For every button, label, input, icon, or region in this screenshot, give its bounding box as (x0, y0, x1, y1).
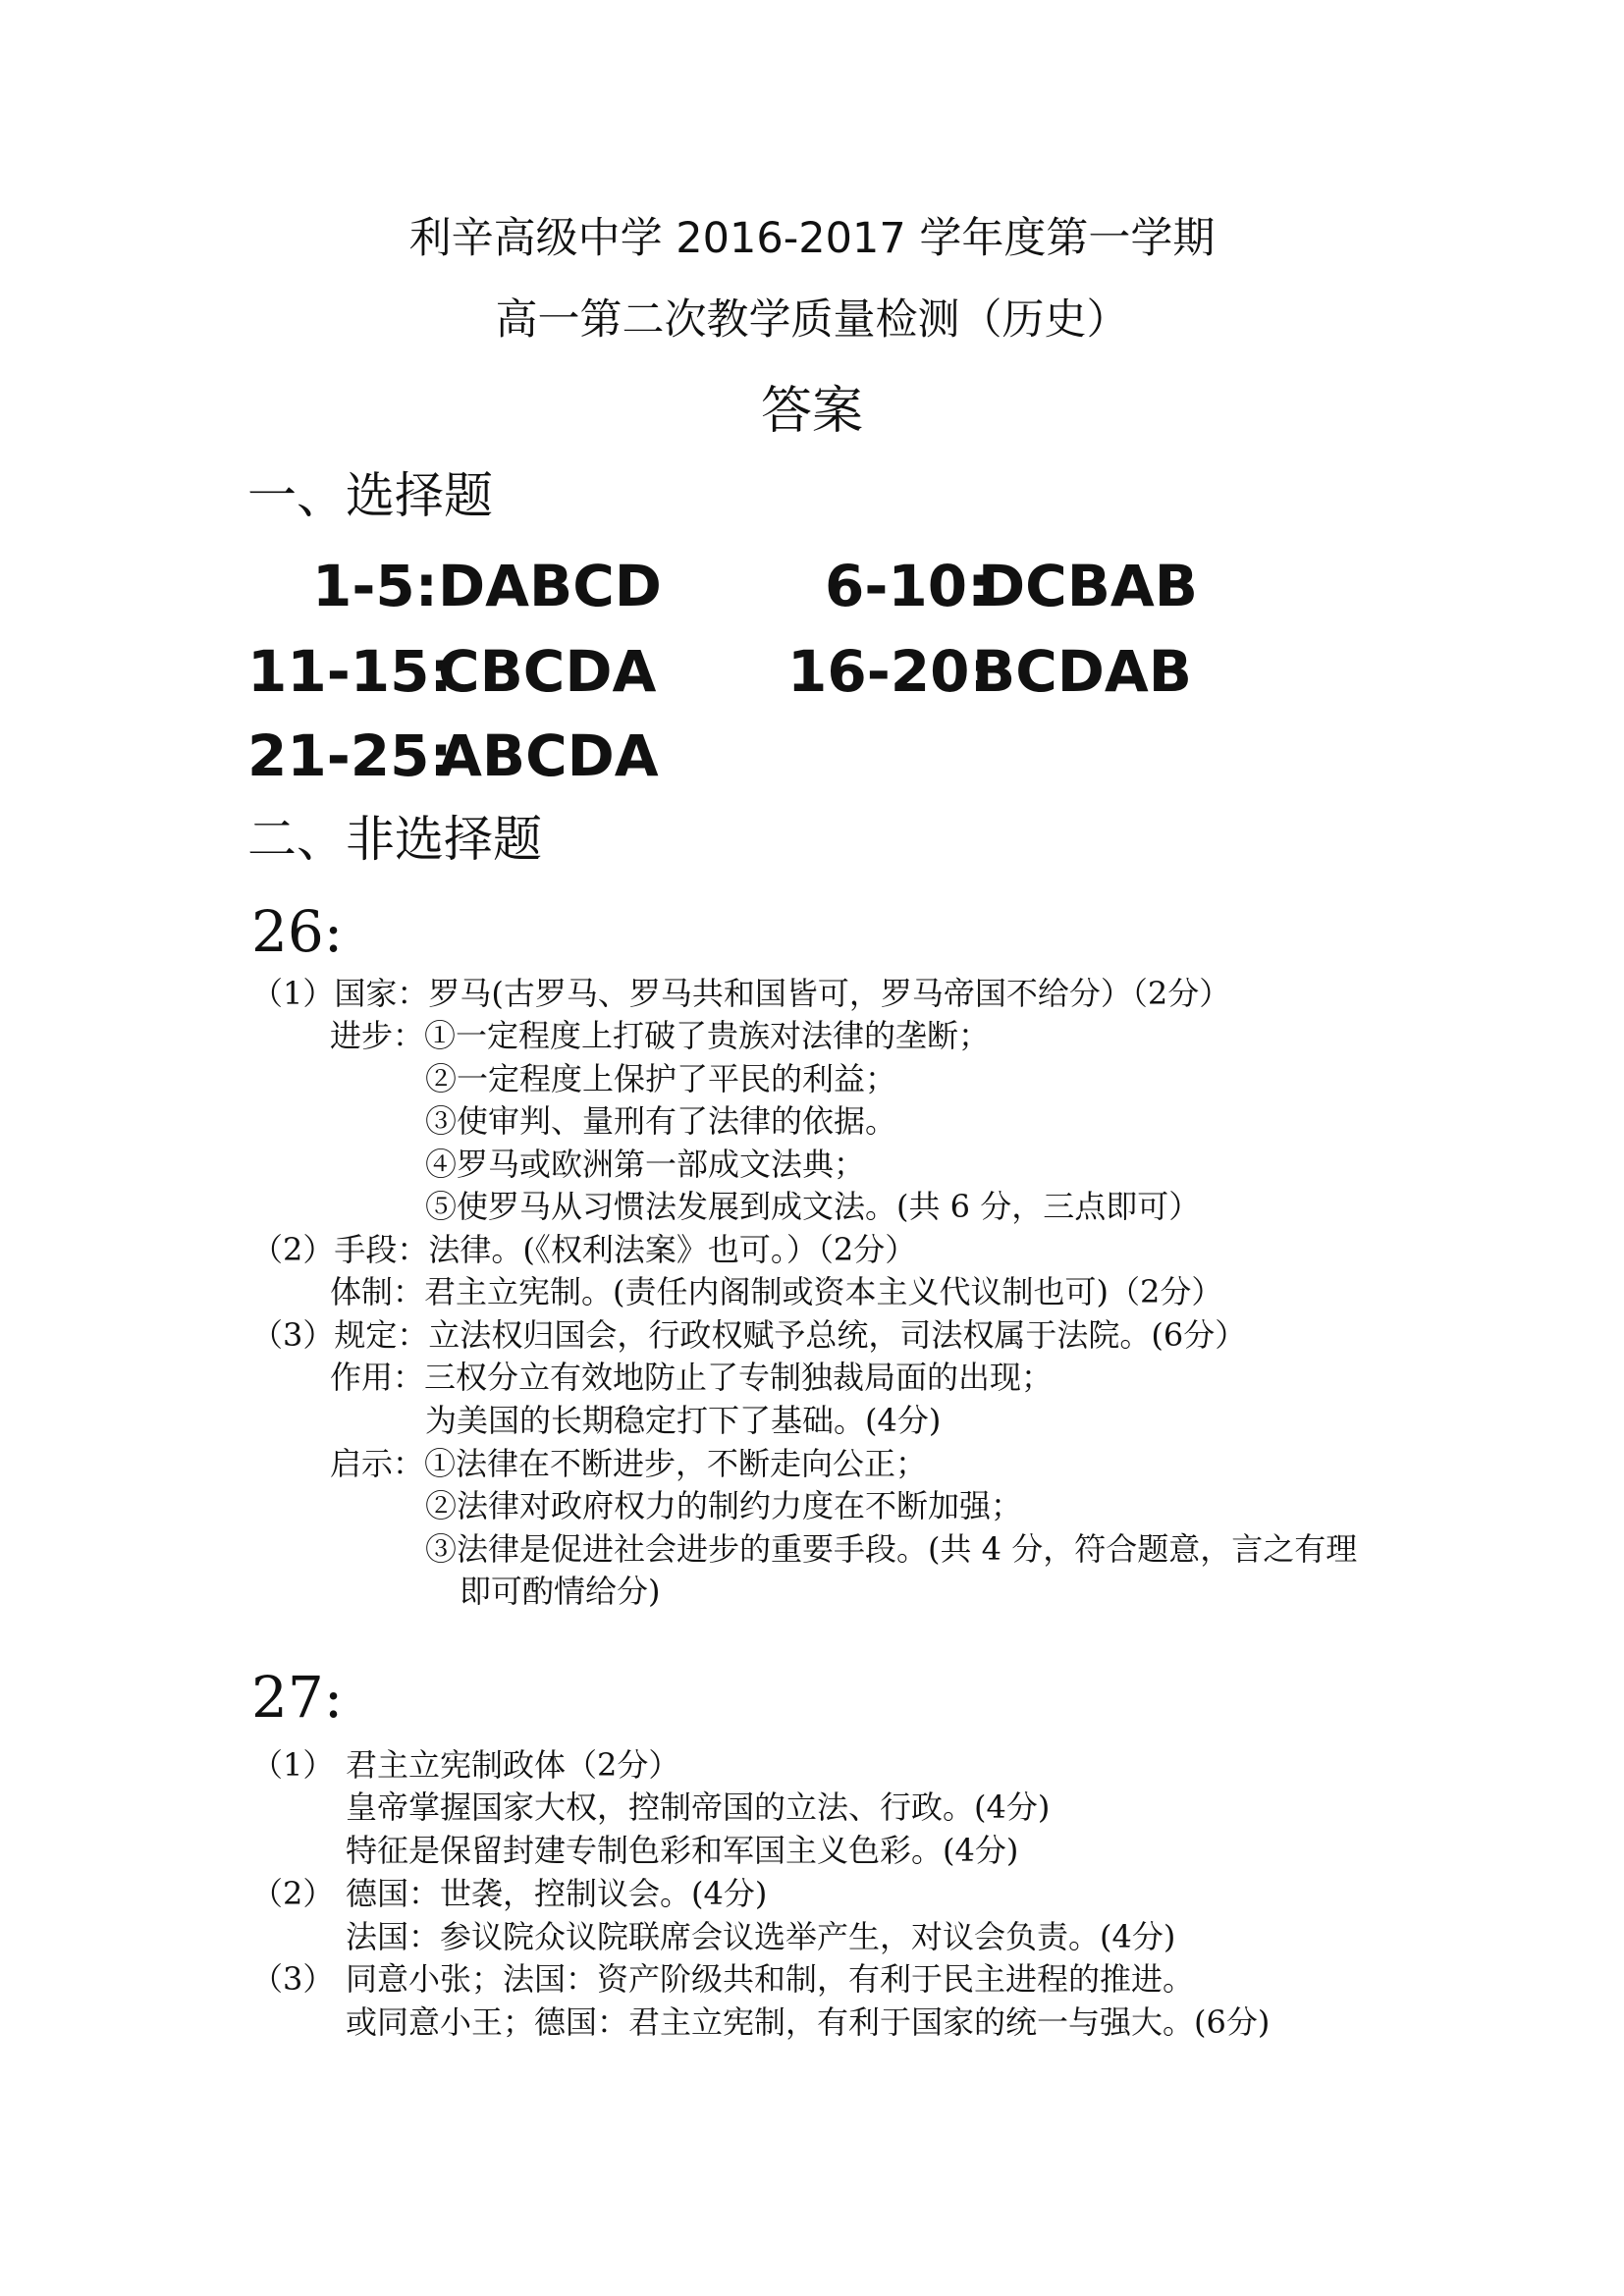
question-27-number: 27: (251, 1664, 344, 1731)
section-heading-multiple-choice: 一、选择题 (247, 467, 493, 524)
q27-line: 德国：世袭，控制议会。(4分) (346, 1875, 768, 1912)
q26-line: 启示：①法律在不断进步，不断走向公正； (330, 1445, 928, 1482)
question-26-number: 26: (251, 898, 344, 965)
q27-part-label: （3） (251, 1960, 335, 1998)
mc-answers-16-20: BCDAB (972, 638, 1193, 705)
mc-range-1-5: 1-5: (312, 553, 438, 619)
mc-range-11-15: 11-15: (247, 638, 453, 705)
section-heading-free-response: 二、非选择题 (247, 811, 542, 868)
q26-line: ③法律是促进社会进步的重要手段。(共 4 分，符合题意，言之有理 (425, 1530, 1358, 1568)
q27-line: 君主立宪制政体（2分） (346, 1746, 680, 1784)
q27-part-label: （2） (251, 1875, 335, 1912)
q26-line: ④罗马或欧洲第一部成文法典； (425, 1146, 866, 1183)
mc-range-21-25: 21-25: (247, 722, 453, 789)
q26-line: ②一定程度上保护了平民的利益； (425, 1060, 897, 1097)
q26-line: ②法律对政府权力的制约力度在不断加强； (425, 1487, 1023, 1524)
q26-line: （1）国家：罗马(古罗马、罗马共和国皆可，罗马帝国不给分）（2分） (251, 975, 1231, 1012)
q26-line: 进步：①一定程度上打破了贵族对法律的垄断； (330, 1017, 991, 1054)
mc-answers-11-15: CBCDA (438, 638, 657, 705)
mc-range-16-20: 16-20: (787, 638, 993, 705)
q27-line: 同意小张；法国：资产阶级共和制，有利于民主进程的推进。 (346, 1960, 1195, 1998)
mc-answers-1-5: DABCD (438, 553, 662, 619)
q27-line: 特征是保留封建专制色彩和军国主义色彩。(4分) (346, 1832, 1019, 1869)
answer-title: 答案 (760, 382, 863, 441)
mc-range-6-10: 6-10: (825, 553, 991, 619)
q26-line: 为美国的长期稳定打下了基础。(4分) (425, 1402, 942, 1439)
q27-line: 或同意小王；德国：君主立宪制，有利于国家的统一与强大。(6分) (346, 2003, 1271, 2041)
mc-answers-6-10: DCBAB (978, 553, 1199, 619)
q26-line: ⑤使罗马从习惯法发展到成文法。(共 6 分，三点即可） (425, 1188, 1201, 1225)
school-term-title: 利辛高级中学 2016-2017 学年度第一学期 (408, 214, 1216, 263)
q26-line: 即可酌情给分) (460, 1573, 661, 1610)
q26-line: 作用：三权分立有效地防止了专制独裁局面的出现； (330, 1359, 1054, 1396)
q26-line: （2）手段：法律。(《权利法案》也可。）（2分） (251, 1231, 917, 1268)
q27-part-label: （1） (251, 1746, 335, 1784)
exam-title: 高一第二次教学质量检测（历史） (495, 295, 1129, 345)
q26-line: （3）规定：立法权归国会，行政权赋予总统，司法权属于法院。(6分） (251, 1316, 1247, 1354)
q26-line: ③使审判、量刑有了法律的依据。 (425, 1102, 897, 1140)
q27-line: 法国：参议院众议院联席会议选举产生，对议会负责。(4分) (346, 1918, 1176, 1955)
q26-line: 体制：君主立宪制。(责任内阁制或资本主义代议制也可)（2分） (330, 1273, 1223, 1310)
mc-answers-21-25: ABCDA (438, 722, 659, 789)
q27-line: 皇帝掌握国家大权，控制帝国的立法、行政。(4分) (346, 1789, 1051, 1826)
